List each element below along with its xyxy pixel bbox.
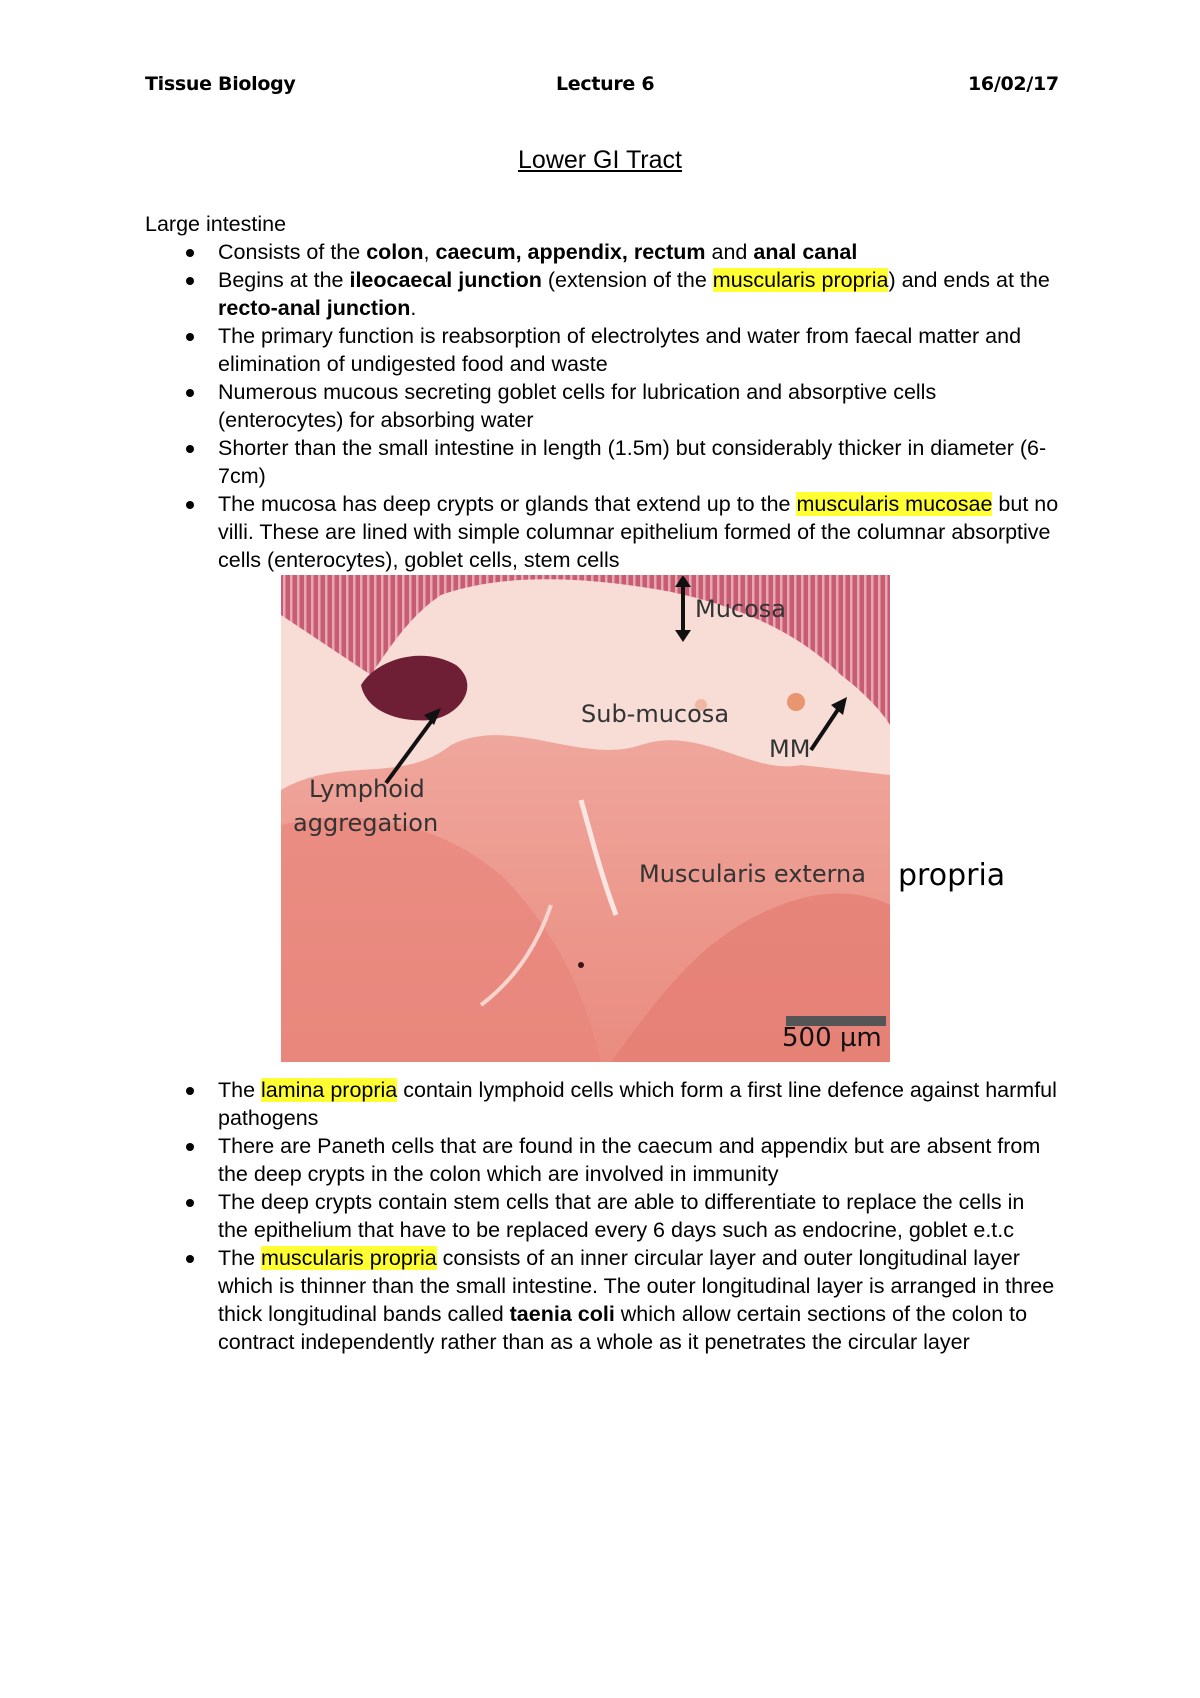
bullet-item <box>180 434 1060 490</box>
label-muscularis-externa: Muscularis externa <box>639 860 866 888</box>
bullet-text: There are Paneth cells that are found in the caecum and appendix but are absent from the deep crypts in the colon which are involved in immunity <box>218 1134 1041 1186</box>
highlighted-term: muscularis propria <box>712 268 889 292</box>
bullet-text: The mucosa has deep crypts or glands that extend up to the <box>218 492 797 516</box>
highlighted-term: lamina propria <box>261 1078 398 1102</box>
bullet-text: ) and ends at the <box>888 268 1050 292</box>
label-submucosa: Sub-mucosa <box>581 700 730 728</box>
highlighted-term: muscularis mucosae <box>796 492 993 516</box>
bullet-list-intro <box>180 238 1060 574</box>
label-lymphoid: Lymphoid <box>309 775 425 803</box>
bullet-item <box>180 490 1060 574</box>
header-date: 16/02/17 <box>968 73 1059 95</box>
bold-term: anal canal <box>753 240 858 264</box>
bullet-text: Numerous mucous secreting goblet cells for lubrication and absorptive cells (enterocytes) for absorbing water <box>218 380 937 432</box>
bullet-item <box>180 1244 1060 1356</box>
highlighted-term: muscularis propria <box>261 1246 437 1270</box>
label-mucosa: Mucosa <box>695 595 787 623</box>
bullet-text: Begins at the <box>218 268 350 292</box>
bold-term: colon <box>366 240 424 264</box>
bullet-text: The deep crypts contain stem cells that are able to differentiate to replace the cells in the epithelium that have to be replaced every 6 days such as endocrine, goblet e.t.c <box>218 1190 1025 1242</box>
bullet-text: The <box>218 1078 262 1102</box>
header-course: Tissue Biology <box>145 73 296 95</box>
label-mm: MM <box>769 735 811 763</box>
label-scale-bar: 500 µm <box>782 1023 882 1053</box>
bullet-text: which allow certain sections of the colon to contract independently rather than as a whole as it penetrates the circular layer <box>218 1302 1028 1354</box>
bullet-text: consists of an inner circular layer and outer longitudinal layer which is thinner than the small intestine. The outer longitudinal layer is arranged in three thick longitudinal bands called <box>218 1246 1055 1326</box>
bullet-text: Consists of the <box>218 240 367 264</box>
bullet-text: (extension of the <box>541 268 713 292</box>
bullet-item <box>180 322 1060 378</box>
bullet-text: . <box>410 296 417 320</box>
bold-term: taenia coli <box>509 1302 615 1326</box>
bullet-item <box>180 266 1060 322</box>
bold-term: ileocaecal junction <box>349 268 542 292</box>
label-aggregation: aggregation <box>293 809 439 837</box>
bullet-text: The primary function is reabsorption of electrolytes and water from faecal matter and elimination of undigested food and waste <box>218 324 1022 376</box>
bullet-text: The <box>218 1246 262 1270</box>
bullet-item <box>180 1076 1060 1132</box>
bullet-text: contain lymphoid cells which form a first line defence against harmful pathogens <box>218 1078 1057 1130</box>
bold-term: recto-anal junction <box>218 296 411 320</box>
histology-figure <box>281 575 890 1062</box>
bullet-item <box>180 238 1060 266</box>
page-title: Lower GI Tract <box>518 146 682 174</box>
figure-side-text: propria <box>898 858 1006 893</box>
bullet-item <box>180 1188 1060 1244</box>
bullet-item <box>180 378 1060 434</box>
bullet-text: and <box>705 240 754 264</box>
bullet-text: Shorter than the small intestine in length (1.5m) but considerably thicker in diameter (6-7cm) <box>218 436 1047 488</box>
bullet-item <box>180 1132 1060 1188</box>
bold-term: caecum, appendix, rectum <box>435 240 706 264</box>
section-heading: Large intestine <box>145 212 287 236</box>
header-lecture: Lecture 6 <box>556 73 655 95</box>
bullet-list-details <box>180 1076 1060 1356</box>
bullet-text: but no villi. These are lined with simple columnar epithelium formed of the columnar absorptive cells (enterocytes), goblet cells, stem cells <box>218 492 1059 572</box>
bullet-text: , <box>423 240 436 264</box>
